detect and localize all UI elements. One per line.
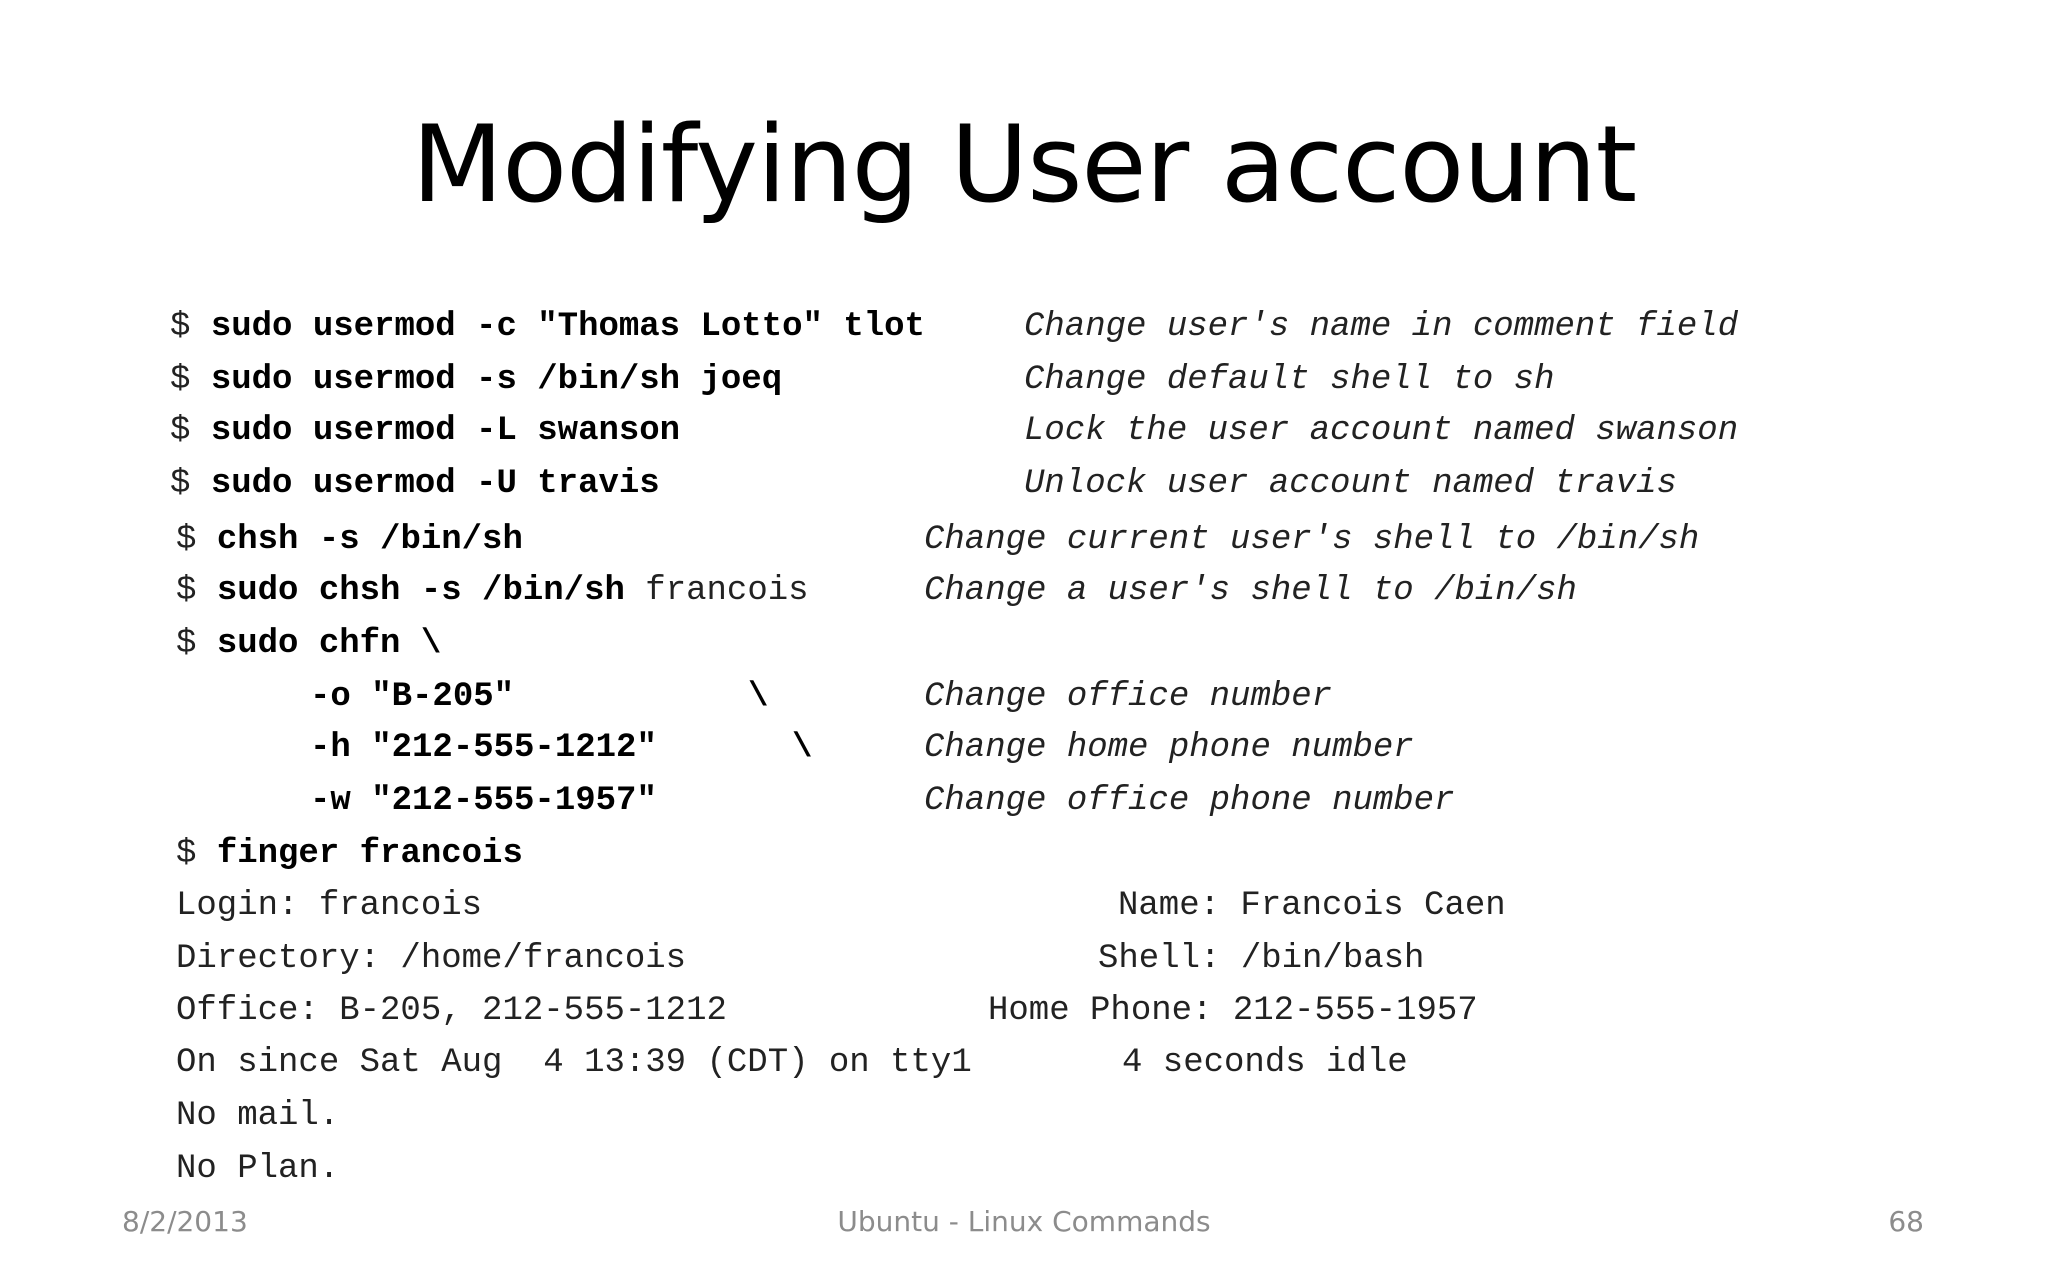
finger-on-since: On since Sat Aug 4 13:39 (CDT) on tty1 <box>176 1044 972 1082</box>
finger-directory: Directory: /home/francois <box>176 940 687 978</box>
prompt: $ <box>176 521 197 559</box>
finger-plan: No Plan. <box>176 1150 340 1188</box>
finger-shell: Shell: /bin/bash <box>1098 940 1425 978</box>
command: sudo chsh -s /bin/sh <box>216 572 625 610</box>
comment: Change current user's shell to /bin/sh <box>924 521 1700 559</box>
prompt: $ <box>176 625 197 663</box>
code-line <box>170 307 925 347</box>
command: finger francois <box>216 835 523 873</box>
footer-date: 8/2/2013 <box>122 1205 248 1238</box>
prompt: $ <box>170 465 191 503</box>
prompt: $ <box>176 835 197 873</box>
command: chsh -s /bin/sh <box>216 521 523 559</box>
code-line <box>176 624 441 664</box>
code-line <box>176 520 523 560</box>
command-option: -w "212-555-1957" <box>310 782 657 820</box>
finger-office: Office: B-205, 212-555-1212 <box>176 992 727 1030</box>
comment: Change home phone number <box>924 729 1414 767</box>
prompt: $ <box>170 308 191 346</box>
comment: Change default shell to sh <box>1024 361 1555 399</box>
prompt: $ <box>176 572 197 610</box>
code-line <box>176 571 809 611</box>
comment: Change a user's shell to /bin/sh <box>924 572 1577 610</box>
command: sudo chfn \ <box>216 625 442 663</box>
finger-idle: 4 seconds idle <box>1122 1044 1408 1082</box>
command-option: -o "B-205" <box>310 678 515 716</box>
line-continuation: \ <box>792 729 813 767</box>
comment: Change user's name in comment field <box>1024 308 1739 346</box>
prompt: $ <box>170 412 191 450</box>
finger-name: Name: Francois Caen <box>1118 887 1506 925</box>
argument: francois <box>645 572 809 610</box>
prompt: $ <box>170 361 191 399</box>
finger-home-phone: Home Phone: 212-555-1957 <box>988 992 1478 1030</box>
footer-title: Ubuntu - Linux Commands <box>837 1205 1211 1238</box>
comment: Change office phone number <box>924 782 1455 820</box>
command-option: -h "212-555-1212" <box>310 729 657 767</box>
comment: Lock the user account named swanson <box>1024 412 1739 450</box>
command: sudo usermod -L swanson <box>210 412 681 450</box>
comment: Change office number <box>924 678 1333 716</box>
code-line <box>170 411 680 451</box>
command: sudo usermod -U travis <box>210 465 660 503</box>
command: sudo usermod -c "Thomas Lotto" tlot <box>210 308 925 346</box>
command: sudo usermod -s /bin/sh joeq <box>210 361 783 399</box>
code-line <box>176 834 523 874</box>
finger-login: Login: francois <box>176 887 483 925</box>
code-line <box>170 360 782 400</box>
slide-title: Modifying User account <box>411 103 1637 226</box>
slide-number: 68 <box>1888 1205 1924 1238</box>
line-continuation: \ <box>748 678 769 716</box>
comment: Unlock user account named travis <box>1024 465 1677 503</box>
finger-mail: No mail. <box>176 1097 340 1135</box>
code-line <box>170 464 660 504</box>
